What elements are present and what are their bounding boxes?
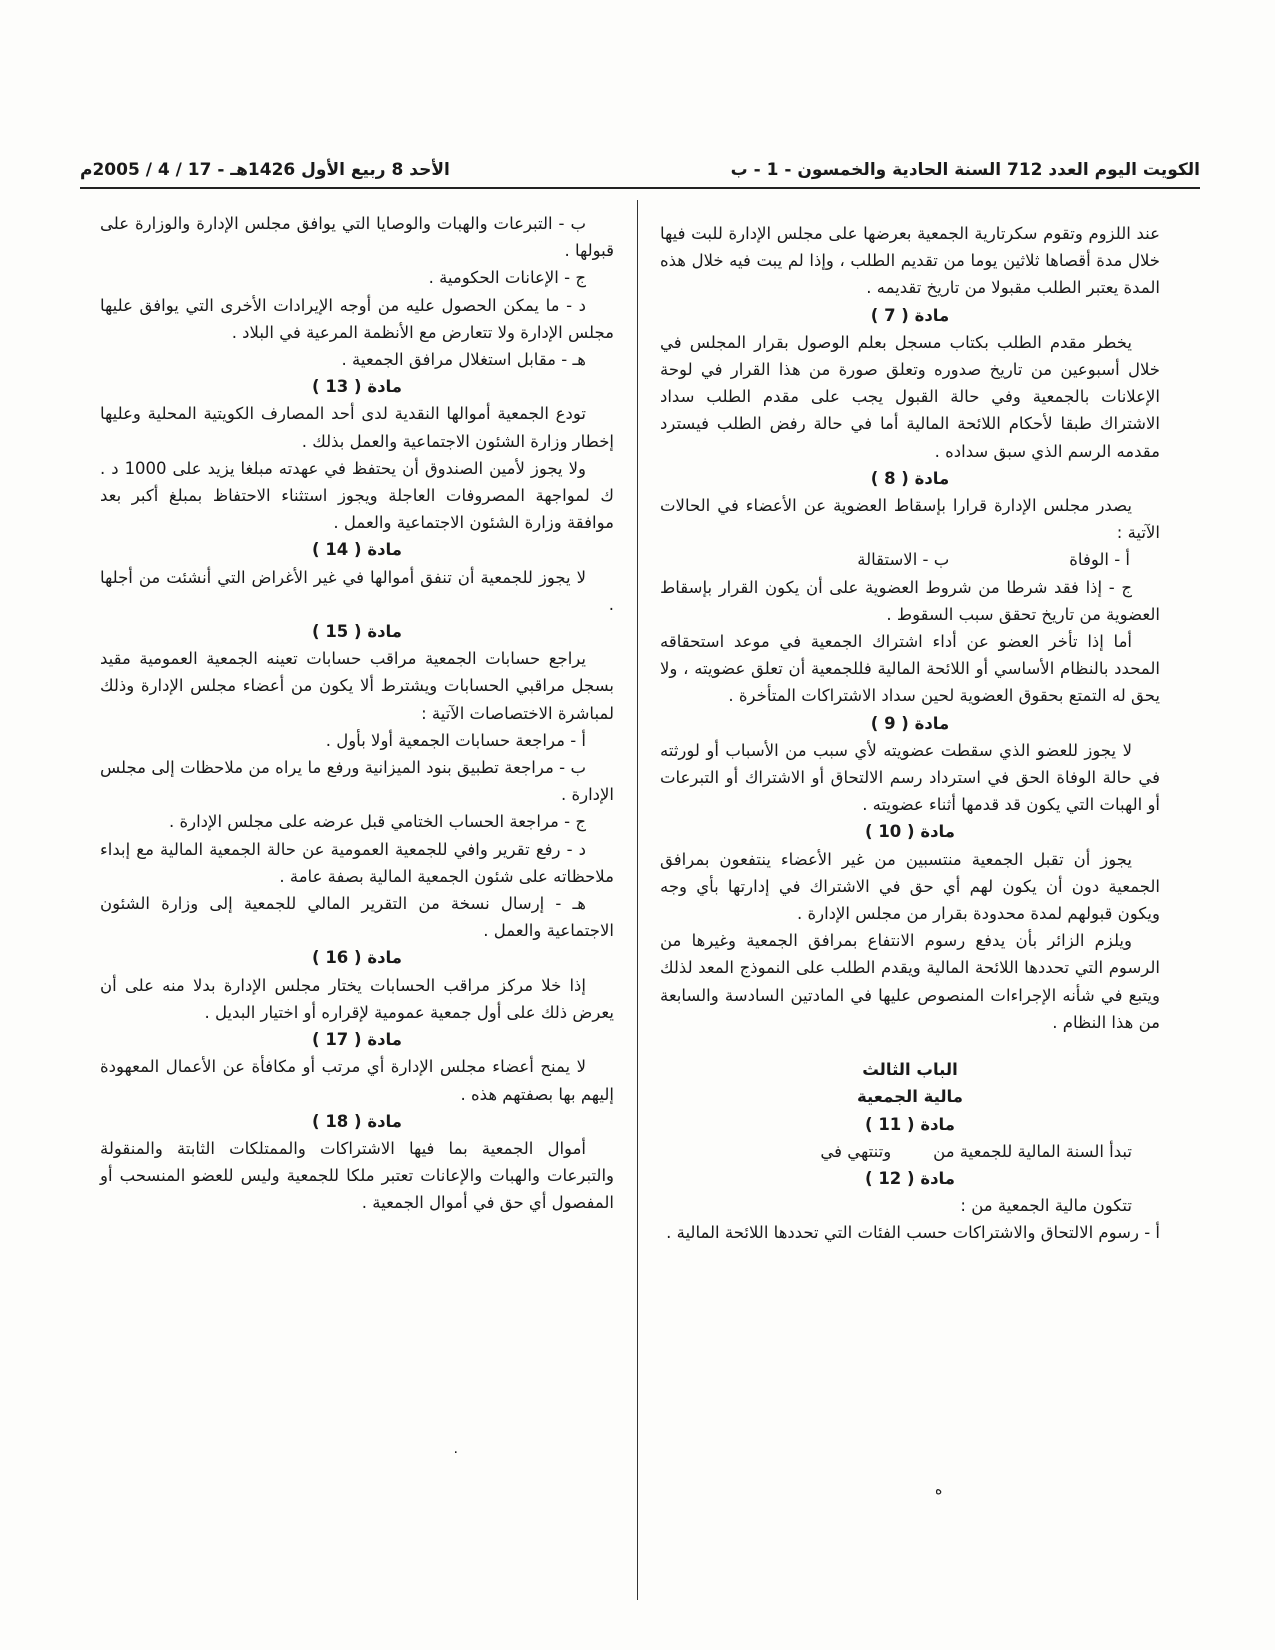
- article-heading: مادة ( 10 ): [865, 822, 955, 842]
- paragraph: لا يجوز للجمعية أن تنفق أموالها في غير الأغراض التي أنشئت من أجلها .: [100, 567, 614, 614]
- clause: ب - الاستقالة: [857, 550, 950, 570]
- clause: هـ - إرسال نسخة من التقرير المالي للجمعية إلى وزارة الشئون الاجتماعية والعمل .: [100, 894, 614, 941]
- paragraph: لا يمنح أعضاء مجلس الإدارة أي مرتب أو مكافأة عن الأعمال المعهودة إليهم بها بصفتهم هذه .: [100, 1057, 614, 1104]
- paragraph: تبدأ السنة المالية للجمعية من وتنتهي في: [820, 1141, 1132, 1161]
- article-heading: مادة ( 9 ): [870, 713, 950, 733]
- paragraph: لا يجوز للعضو الذي سقطت عضويته لأي سبب من الأسباب أو لورثته في حالة الوفاة الحق في استرداد رسم الالتحاق أو الاشتراك أو التبرعات أو الهبات التي يكون قد قدمها أثناء عضويته .: [660, 740, 1160, 815]
- clause: أ - رسوم الالتحاق والاشتراكات حسب الفئات التي تحددها اللائحة المالية .: [666, 1223, 1160, 1243]
- paragraph: تتكون مالية الجمعية من :: [960, 1196, 1132, 1216]
- article-heading: مادة ( 18 ): [312, 1111, 402, 1131]
- article-heading: مادة ( 14 ): [312, 540, 402, 560]
- chapter-heading: الباب الثالث: [862, 1060, 958, 1080]
- paragraph: يخطر مقدم الطلب بكتاب مسجل بعلم الوصول بقرار المجلس في خلال أسبوعين من تاريخ صدوره وتعلق صورة من هذا القرار في لوحة الإعلانات بالجمعية وفي حالة القبول يجب على مقدم الطلب سداد الاشتراك طبقا لأحكام اللائحة المالية أما في حالة رفض الطلب فيسترد مقدمه الرسم الذي سبق سداده .: [660, 332, 1160, 461]
- paragraph: أما إذا تأخر العضو عن أداء اشتراك الجمعية في موعد استحقاقه المحدد بالنظام الأساسي أو اللائحة المالية فللجمعية أن تعلق عضويته ، ولا يحق له التمتع بحقوق العضوية لحين سداد الاشتراكات المتأخرة .: [660, 632, 1160, 706]
- clause: أ - مراجعة حسابات الجمعية أولا بأول .: [325, 730, 586, 750]
- clause: ب - التبرعات والهبات والوصايا التي يوافق مجلس الإدارة والوزارة على قبولها .: [100, 214, 614, 261]
- column-divider: [637, 200, 638, 1600]
- article-heading: مادة ( 17 ): [312, 1030, 402, 1050]
- paragraph: يجوز أن تقبل الجمعية منتسبين من غير الأعضاء ينتفعون بمرافق الجمعية دون أن يكون لهم أي حق في الاشتراك في إدارتها بأي وجه ويكون قبولهم لمدة محدودة بقرار من مجلس الإدارة .: [660, 849, 1160, 924]
- right-column: [660, 220, 1160, 1247]
- clause: ج - إذا فقد شرطا من شروط العضوية على أن يكون القرار بإسقاط العضوية من تاريخ تحقق سبب السقوط .: [660, 577, 1160, 624]
- article-heading: مادة ( 7 ): [870, 305, 950, 325]
- header-issue: الكويت اليوم العدد 712 السنة الحادية والخمسون - 1 - ب: [730, 160, 1200, 180]
- article-heading: مادة ( 12 ): [865, 1168, 955, 1188]
- paragraph: يصدر مجلس الإدارة قرارا بإسقاط العضوية عن الأعضاء في الحالات الآتية :: [660, 496, 1160, 543]
- header-date: الأحد 8 ربيع الأول 1426هـ - 17 / 4 / 2005م: [80, 160, 450, 180]
- clause: أ - الوفاة: [1069, 550, 1130, 570]
- article-heading: مادة ( 16 ): [312, 948, 402, 968]
- page-mark: ٠: [452, 1444, 460, 1460]
- page-header: [80, 160, 1200, 186]
- clause: ب - مراجعة تطبيق بنود الميزانية ورفع ما يراه من ملاحظات إلى مجلس الإدارة .: [100, 758, 614, 805]
- paragraph: إذا خلا مركز مراقب الحسابات يختار مجلس الإدارة بدلا منه على أن يعرض ذلك على أول جمعية عمومية لإقراره أو اختيار البديل .: [100, 975, 614, 1022]
- article-heading: مادة ( 13 ): [312, 377, 402, 397]
- paragraph: عند اللزوم وتقوم سكرتارية الجمعية بعرضها على مجلس الإدارة للبت فيها خلال مدة أقصاها ثلاثين يوما من تقديم الطلب ، وإذا لم يبت فيه خلال هذه المدة يعتبر الطلب مقبولا من تاريخ تقديمه .: [660, 224, 1160, 298]
- left-column: [100, 210, 614, 1217]
- clause: د - رفع تقرير وافي للجمعية العمومية عن حالة الجمعية المالية مع إبداء ملاحظاته على شئون الجمعية المالية بصفة عامة .: [100, 839, 614, 886]
- paragraph: أموال الجمعية بما فيها الاشتراكات والممتلكات الثابتة والمنقولة والتبرعات والهبات والإعانات تعتبر ملكا للجمعية وليس للعضو المنسحب أو المفصول أي حق في أموال الجمعية .: [100, 1138, 614, 1213]
- clause-pair: [660, 546, 1160, 573]
- paragraph: ولا يجوز لأمين الصندوق أن يحتفظ في عهدته مبلغا يزيد على 1000 د . ك لمواجهة المصروفات العاجلة ويجوز استثناء الاحتفاظ بمبلغ أكبر بعد موافقة وزارة الشئون الاجتماعية والعمل .: [100, 458, 614, 533]
- paragraph: يراجع حسابات الجمعية مراقب حسابات تعينه الجمعية العمومية مقيد بسجل مراقبي الحسابات ويشترط ألا يكون من أعضاء مجلس الإدارة وذلك لمباشرة الاختصاصات الآتية :: [100, 649, 614, 723]
- paragraph: ويلزم الزائر بأن يدفع رسوم الانتفاع بمرافق الجمعية وغيرها من الرسوم التي تحددها اللائحة المالية ويقدم الطلب على النموذج المعد لذلك ويتبع في شأنه الإجراءات المنصوص عليها في المادتين السادسة والسابعة من هذا النظام .: [660, 931, 1160, 1032]
- page-mark: ه: [935, 1482, 943, 1498]
- article-heading: مادة ( 8 ): [870, 468, 950, 488]
- header-rule: [80, 187, 1200, 189]
- paragraph: تودع الجمعية أموالها النقدية لدى أحد المصارف الكويتية المحلية وعليها إخطار وزارة الشئون الاجتماعية والعمل بذلك .: [100, 404, 614, 451]
- clause: ج - مراجعة الحساب الختامي قبل عرضه على مجلس الإدارة .: [169, 812, 586, 832]
- clause: هـ - مقابل استغلال مرافق الجمعية .: [341, 350, 586, 370]
- chapter-title: مالية الجمعية: [857, 1087, 963, 1107]
- clause: د - ما يمكن الحصول عليه من أوجه الإيرادات الأخرى التي يوافق عليها مجلس الإدارة ولا تتعارض مع الأنظمة المرعية في البلاد .: [100, 295, 614, 342]
- article-heading: مادة ( 11 ): [865, 1114, 955, 1134]
- clause: ج - الإعانات الحكومية .: [428, 268, 586, 288]
- article-heading: مادة ( 15 ): [312, 622, 402, 642]
